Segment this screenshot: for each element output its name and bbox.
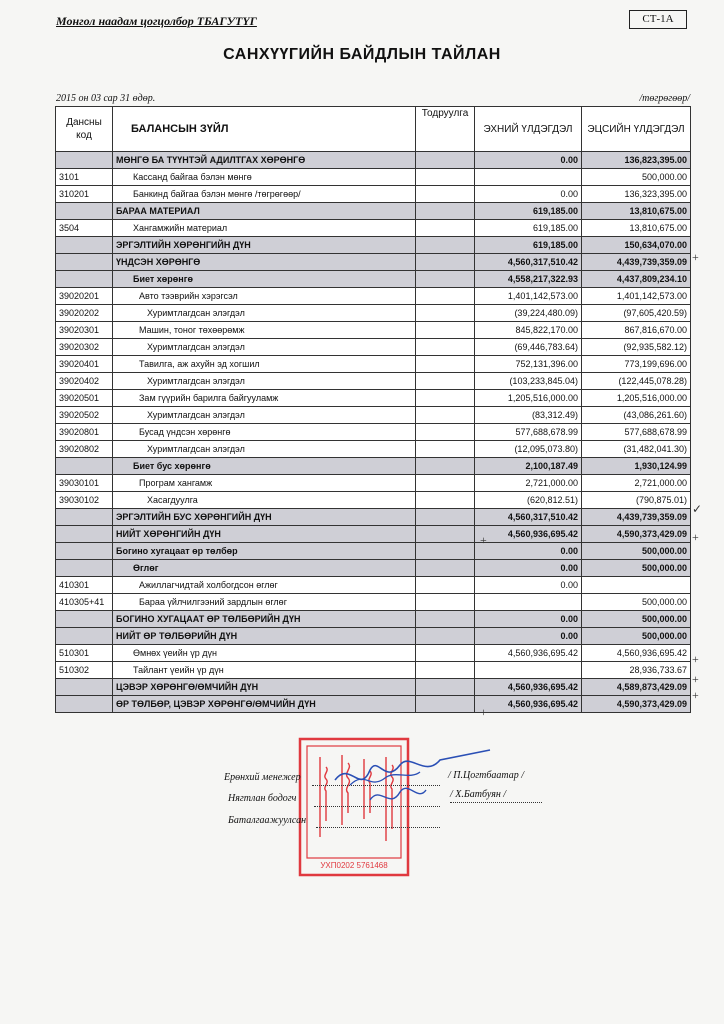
beginning-balance-cell: 619,185.00 [475, 203, 582, 220]
balance-item-cell: Авто тээврийн хэрэгсэл [113, 288, 416, 305]
table-row [56, 577, 691, 594]
ending-balance-cell: 13,810,675.00 [582, 220, 691, 237]
ending-balance-cell: 773,199,696.00 [582, 356, 691, 373]
table-row [56, 560, 691, 577]
beginning-balance-cell: 0.00 [475, 577, 582, 594]
table-row [56, 645, 691, 662]
account-code-cell [56, 152, 113, 169]
note-cell [416, 441, 475, 458]
ending-balance-cell: (97,605,420.59) [582, 305, 691, 322]
beginning-balance-cell: 2,100,187.49 [475, 458, 582, 475]
balance-item-cell: Ажиллагчидтай холбогдсон өглөг [113, 577, 416, 594]
beginning-balance-cell [475, 169, 582, 186]
table-row [56, 611, 691, 628]
table-row [56, 271, 691, 288]
balance-item-cell: Өмнөх үеийн үр дүн [113, 645, 416, 662]
ending-balance-cell: 28,936,733.67 [582, 662, 691, 679]
beginning-balance-cell: (69,446,783.64) [475, 339, 582, 356]
table-row [56, 526, 691, 543]
beginning-balance-cell: (83,312.49) [475, 407, 582, 424]
ending-balance-cell: 500,000.00 [582, 169, 691, 186]
table-row [56, 169, 691, 186]
account-code-cell: 3504 [56, 220, 113, 237]
ending-balance-cell: 500,000.00 [582, 611, 691, 628]
account-code-cell: 410301 [56, 577, 113, 594]
table-row [56, 203, 691, 220]
account-code-cell: 39030101 [56, 475, 113, 492]
beginning-balance-cell: 619,185.00 [475, 237, 582, 254]
verified-label: Баталгаажуулсан [228, 815, 307, 826]
accountant-name-underline [450, 801, 542, 803]
balance-item-cell: ЭРГЭЛТИЙН БУС ХӨРӨНГИЙН ДҮН [113, 509, 416, 526]
ending-balance-cell: 150,634,070.00 [582, 237, 691, 254]
table-row [56, 628, 691, 645]
ending-balance-cell: 4,590,373,429.09 [582, 696, 691, 713]
ending-balance-cell: 13,810,675.00 [582, 203, 691, 220]
note-cell [416, 220, 475, 237]
ending-balance-cell: 136,823,395.00 [582, 152, 691, 169]
account-code-cell: 39020801 [56, 424, 113, 441]
header-note: Тодруулга [416, 107, 475, 152]
account-code-cell [56, 628, 113, 645]
beginning-balance-cell: (12,095,073.80) [475, 441, 582, 458]
note-cell [416, 458, 475, 475]
table-row [56, 679, 691, 696]
ending-balance-cell: 4,439,739,359.09 [582, 254, 691, 271]
note-cell [416, 645, 475, 662]
ending-balance-cell: (43,086,261.60) [582, 407, 691, 424]
handwritten-plus-mark: + [692, 250, 699, 264]
account-code-cell [56, 271, 113, 288]
account-code-cell: 39020401 [56, 356, 113, 373]
beginning-balance-cell: 0.00 [475, 152, 582, 169]
note-cell [416, 186, 475, 203]
beginning-balance-cell: (620,812.51) [475, 492, 582, 509]
beginning-balance-cell: 0.00 [475, 560, 582, 577]
table-row [56, 220, 691, 237]
note-cell [416, 322, 475, 339]
ending-balance-cell: 4,590,373,429.09 [582, 526, 691, 543]
beginning-balance-cell: 1,401,142,573.00 [475, 288, 582, 305]
table-row [56, 305, 691, 322]
organization-name: Монгол наадам цогцолбор ТБАГУТҮГ [56, 14, 257, 28]
balance-item-cell: Банкинд байгаа бэлэн мөнгө /төгрөгөөр/ [113, 186, 416, 203]
balance-item-cell: Өглөг [113, 560, 416, 577]
table-row [56, 339, 691, 356]
table-row [56, 356, 691, 373]
note-cell [416, 169, 475, 186]
beginning-balance-cell: 4,560,936,695.42 [475, 679, 582, 696]
account-code-cell [56, 526, 113, 543]
account-code-cell [56, 458, 113, 475]
note-cell [416, 662, 475, 679]
account-code-cell: 39020802 [56, 441, 113, 458]
account-code-cell [56, 696, 113, 713]
ending-balance-cell: 4,589,873,429.09 [582, 679, 691, 696]
beginning-balance-cell: 0.00 [475, 543, 582, 560]
accountant-label: Нягтлан бодогч [228, 793, 297, 804]
note-cell [416, 560, 475, 577]
table-row [56, 492, 691, 509]
table-row [56, 237, 691, 254]
balance-item-cell: НИЙТ ӨР ТӨЛБӨРИЙН ДҮН [113, 628, 416, 645]
account-code-cell: 39020502 [56, 407, 113, 424]
ending-balance-cell: 867,816,670.00 [582, 322, 691, 339]
note-cell [416, 203, 475, 220]
balance-item-cell: БОГИНО ХУГАЦААТ ӨР ТӨЛБӨРИЙН ДҮН [113, 611, 416, 628]
beginning-balance-cell: 619,185.00 [475, 220, 582, 237]
manager-signature-line [312, 784, 440, 786]
account-code-cell: 39020302 [56, 339, 113, 356]
note-cell [416, 424, 475, 441]
account-code-cell: 510302 [56, 662, 113, 679]
stamp-text: УХП0202 5761468 [320, 861, 388, 870]
table-row [56, 186, 691, 203]
account-code-cell: 510301 [56, 645, 113, 662]
ending-balance-cell: 136,323,395.00 [582, 186, 691, 203]
table-body [56, 152, 691, 713]
balance-item-cell: Хангамжийн материал [113, 220, 416, 237]
beginning-balance-cell: 752,131,396.00 [475, 356, 582, 373]
beginning-balance-cell [475, 594, 582, 611]
beginning-balance-cell: 4,558,217,322.93 [475, 271, 582, 288]
balance-item-cell: ЦЭВЭР ХӨРӨНГӨ/ӨМЧИЙН ДҮН [113, 679, 416, 696]
balance-item-cell: Хуримтлагдсан элэгдэл [113, 373, 416, 390]
table-row [56, 407, 691, 424]
note-cell [416, 611, 475, 628]
account-code-cell [56, 509, 113, 526]
verified-signature-line [316, 826, 440, 828]
beginning-balance-cell: 4,560,936,695.42 [475, 696, 582, 713]
account-code-cell [56, 560, 113, 577]
header-balance-item: БАЛАНСЫН ЗҮЙЛ [113, 107, 416, 152]
ending-balance-cell: (92,935,582.12) [582, 339, 691, 356]
table-row [56, 509, 691, 526]
account-code-cell: 39020402 [56, 373, 113, 390]
handwritten-plus-mark: + [480, 705, 487, 719]
ending-balance-cell: 500,000.00 [582, 560, 691, 577]
form-code: СТ-1А [629, 10, 687, 29]
ending-balance-cell: 4,560,936,695.42 [582, 645, 691, 662]
balance-item-cell: Хуримтлагдсан элэгдэл [113, 305, 416, 322]
table-row [56, 662, 691, 679]
account-code-cell: 39020201 [56, 288, 113, 305]
table-row [56, 254, 691, 271]
account-code-cell [56, 611, 113, 628]
beginning-balance-cell: 4,560,317,510.42 [475, 254, 582, 271]
note-cell [416, 475, 475, 492]
account-code-cell [56, 543, 113, 560]
manager-name: / П.Цогтбаатар / [448, 770, 524, 781]
account-code-cell: 410305+41 [56, 594, 113, 611]
note-cell [416, 492, 475, 509]
handwritten-plus-mark: + [692, 530, 699, 544]
table-row [56, 543, 691, 560]
ending-balance-cell: (31,482,041.30) [582, 441, 691, 458]
balance-item-cell: МӨНГӨ БА ТҮҮНТЭЙ АДИЛТГАХ ХӨРӨНГӨ [113, 152, 416, 169]
note-cell [416, 237, 475, 254]
table-row [56, 696, 691, 713]
note-cell [416, 407, 475, 424]
balance-item-cell: Хуримтлагдсан элэгдэл [113, 441, 416, 458]
note-cell [416, 373, 475, 390]
balance-item-cell: Зам гүүрийн барилга байгууламж [113, 390, 416, 407]
note-cell [416, 271, 475, 288]
balance-item-cell: Биет бус хөрөнгө [113, 458, 416, 475]
beginning-balance-cell: 4,560,936,695.42 [475, 526, 582, 543]
note-cell [416, 339, 475, 356]
table-row [56, 322, 691, 339]
note-cell [416, 543, 475, 560]
handwritten-plus-mark: + [692, 652, 699, 666]
note-cell [416, 356, 475, 373]
balance-item-cell: Биет хөрөнгө [113, 271, 416, 288]
note-cell [416, 594, 475, 611]
handwritten-plus-mark: + [692, 688, 699, 702]
balance-item-cell: Богино хугацаат өр төлбөр [113, 543, 416, 560]
handwritten-plus-mark: + [480, 533, 487, 547]
header-account-code: Дансны код [56, 107, 113, 152]
balance-item-cell: Хуримтлагдсан элэгдэл [113, 407, 416, 424]
balance-item-cell: Машин, тоног төхөөрөмж [113, 322, 416, 339]
accountant-signature-line [314, 805, 440, 807]
note-cell [416, 509, 475, 526]
balance-item-cell: Бусад үндсэн хөрөнгө [113, 424, 416, 441]
report-date: 2015 он 03 сар 31 өдөр. [56, 93, 156, 104]
note-cell [416, 679, 475, 696]
ending-balance-cell: 1,205,516,000.00 [582, 390, 691, 407]
accountant-name: / Х.Батбуян / [450, 789, 507, 800]
balance-item-cell: Тайлант үеийн үр дүн [113, 662, 416, 679]
balance-sheet-table [55, 106, 691, 713]
account-code-cell: 3101 [56, 169, 113, 186]
ending-balance-cell: 577,688,678.99 [582, 424, 691, 441]
account-code-cell [56, 254, 113, 271]
balance-item-cell: Хуримтлагдсан элэгдэл [113, 339, 416, 356]
ending-balance-cell [582, 577, 691, 594]
note-cell [416, 305, 475, 322]
beginning-balance-cell: (39,224,480.09) [475, 305, 582, 322]
balance-item-cell: Програм хангамж [113, 475, 416, 492]
account-code-cell [56, 237, 113, 254]
table-row [56, 475, 691, 492]
currency-unit: /төгрөгөөр/ [639, 93, 690, 104]
table-row [56, 424, 691, 441]
ending-balance-cell: (122,445,078.28) [582, 373, 691, 390]
beginning-balance-cell: 4,560,317,510.42 [475, 509, 582, 526]
balance-item-cell: Бараа үйлчилгээний зардлын өглөг [113, 594, 416, 611]
header-beginning-balance: ЭХНИЙ ҮЛДЭГДЭЛ [475, 107, 582, 152]
balance-item-cell: Хасагдуулга [113, 492, 416, 509]
balance-item-cell: НИЙТ ХӨРӨНГИЙН ДҮН [113, 526, 416, 543]
table-row [56, 390, 691, 407]
account-code-cell [56, 203, 113, 220]
beginning-balance-cell: 0.00 [475, 611, 582, 628]
handwritten-plus-mark: + [692, 672, 699, 686]
balance-item-cell: Тавилга, аж ахуйн эд хогшил [113, 356, 416, 373]
beginning-balance-cell: 577,688,678.99 [475, 424, 582, 441]
account-code-cell: 39020202 [56, 305, 113, 322]
ending-balance-cell: (790,875.01) [582, 492, 691, 509]
balance-item-cell: ӨР ТӨЛБӨР, ЦЭВЭР ХӨРӨНГӨ/ӨМЧИЙН ДҮН [113, 696, 416, 713]
beginning-balance-cell: (103,233,845.04) [475, 373, 582, 390]
balance-item-cell: Кассанд байгаа бэлэн мөнгө [113, 169, 416, 186]
note-cell [416, 526, 475, 543]
account-code-cell: 39030102 [56, 492, 113, 509]
beginning-balance-cell: 845,822,170.00 [475, 322, 582, 339]
table-row [56, 458, 691, 475]
beginning-balance-cell [475, 662, 582, 679]
note-cell [416, 152, 475, 169]
note-cell [416, 577, 475, 594]
ending-balance-cell: 1,401,142,573.00 [582, 288, 691, 305]
account-code-cell: 39020301 [56, 322, 113, 339]
beginning-balance-cell: 0.00 [475, 186, 582, 203]
note-cell [416, 696, 475, 713]
note-cell [416, 288, 475, 305]
ending-balance-cell: 4,439,739,359.09 [582, 509, 691, 526]
ending-balance-cell: 500,000.00 [582, 594, 691, 611]
beginning-balance-cell: 1,205,516,000.00 [475, 390, 582, 407]
account-code-cell: 310201 [56, 186, 113, 203]
header-ending-balance: ЭЦСИЙН ҮЛДЭГДЭЛ [582, 107, 691, 152]
account-code-cell: 39020501 [56, 390, 113, 407]
handwritten-check-mark: ✓ [692, 502, 703, 516]
ending-balance-cell: 500,000.00 [582, 628, 691, 645]
ending-balance-cell: 2,721,000.00 [582, 475, 691, 492]
note-cell [416, 390, 475, 407]
account-code-cell [56, 679, 113, 696]
beginning-balance-cell: 2,721,000.00 [475, 475, 582, 492]
table-row [56, 441, 691, 458]
table-row [56, 288, 691, 305]
table-row [56, 152, 691, 169]
report-title: САНХҮҮГИЙН БАЙДЛЫН ТАЙЛАН [223, 46, 501, 63]
beginning-balance-cell: 4,560,936,695.42 [475, 645, 582, 662]
ending-balance-cell: 4,437,809,234.10 [582, 271, 691, 288]
table-row [56, 373, 691, 390]
balance-item-cell: ҮНДСЭН ХӨРӨНГӨ [113, 254, 416, 271]
ending-balance-cell: 500,000.00 [582, 543, 691, 560]
note-cell [416, 254, 475, 271]
balance-item-cell: БАРАА МАТЕРИАЛ [113, 203, 416, 220]
balance-item-cell: ЭРГЭЛТИЙН ХӨРӨНГИЙН ДҮН [113, 237, 416, 254]
beginning-balance-cell: 0.00 [475, 628, 582, 645]
ending-balance-cell: 1,930,124.99 [582, 458, 691, 475]
note-cell [416, 628, 475, 645]
manager-label: Ерөнхий менежер [224, 772, 301, 783]
table-row [56, 594, 691, 611]
